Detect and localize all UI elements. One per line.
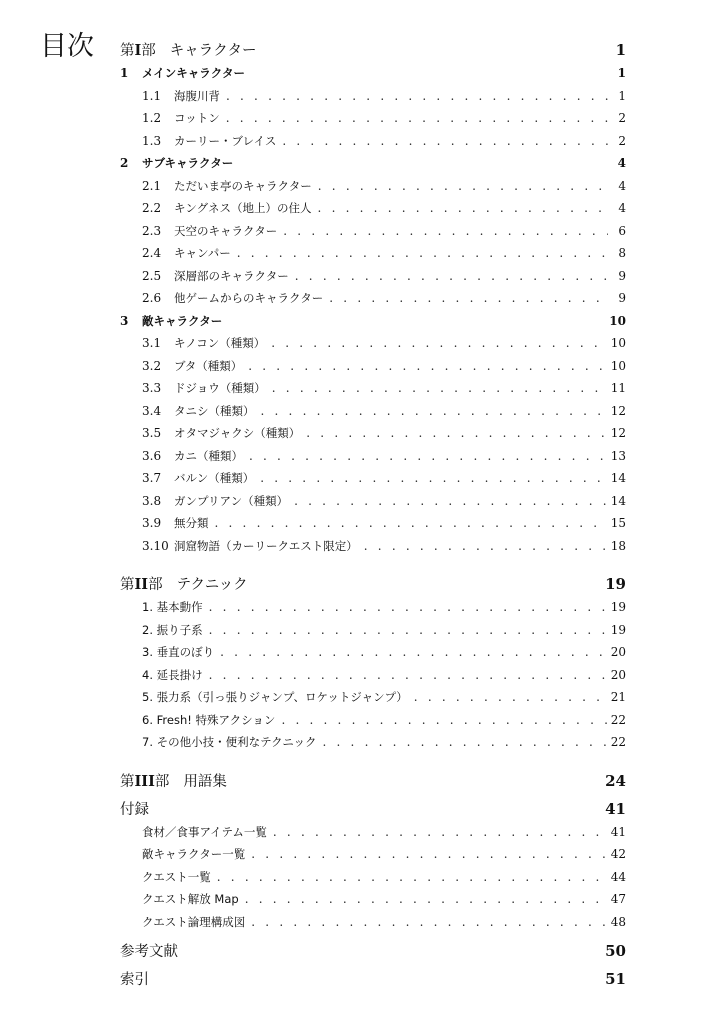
- page-number: 9: [618, 291, 626, 305]
- page-number: 6: [618, 223, 626, 238]
- section-title: 無分類: [174, 516, 209, 530]
- section-title: ドジョウ（種類）: [174, 381, 266, 395]
- item-title: 6. Fresh! 特殊アクション: [142, 712, 276, 727]
- section-number: 3.7: [142, 471, 162, 485]
- section-number: 3.9: [142, 516, 162, 530]
- leader-dots: [215, 516, 607, 530]
- section-number: 2.1: [142, 178, 162, 193]
- section-entry[interactable]: [120, 493, 626, 516]
- leader-dots: [283, 224, 608, 238]
- section-entry[interactable]: [120, 200, 626, 223]
- section-entry[interactable]: [120, 403, 626, 426]
- chapter-entry[interactable]: [120, 65, 626, 88]
- part-label: 第I部: [120, 42, 156, 59]
- item-title: 7. その他小技・便利なテクニック: [142, 735, 317, 749]
- leader-dots: [295, 269, 608, 283]
- page-number: 14: [610, 493, 626, 508]
- section-entry[interactable]: [120, 425, 626, 448]
- section-entry[interactable]: [120, 245, 626, 268]
- item-entry[interactable]: [120, 869, 626, 892]
- part-label: 第III部: [120, 772, 170, 790]
- page-number: 4: [618, 178, 626, 193]
- section-title: 海腹川背: [174, 88, 220, 103]
- leader-dots: [318, 201, 608, 215]
- section-entry[interactable]: [120, 358, 626, 381]
- section-title: ただいま亭のキャラクター: [174, 178, 312, 193]
- page-number: 44: [610, 869, 626, 884]
- page-number: 48: [610, 914, 626, 929]
- item-entry[interactable]: [120, 824, 626, 847]
- page-number: 10: [609, 313, 626, 328]
- page-number: 10: [610, 336, 626, 350]
- section-title: カーリー・ブレイス: [174, 133, 277, 148]
- page-number: 4: [617, 156, 626, 170]
- section-entry[interactable]: [120, 380, 626, 403]
- chapter-number: 1: [120, 66, 129, 80]
- section-entry[interactable]: [120, 448, 626, 471]
- section-number: 3.10: [142, 538, 169, 553]
- part-title: 用語集: [183, 773, 227, 790]
- section-title: キングネス（地上）の住人: [174, 201, 312, 215]
- chapter-title: メインキャラクター: [142, 66, 246, 80]
- leader-dots: [272, 381, 607, 395]
- section-number: 1.2: [142, 111, 162, 125]
- section-entry[interactable]: [120, 515, 626, 538]
- page-number: 21: [610, 690, 626, 704]
- page-number: 10: [610, 358, 626, 373]
- section-number: 3.5: [142, 426, 162, 440]
- item-entry[interactable]: [120, 622, 626, 645]
- page-number: 11: [610, 381, 626, 395]
- leader-dots: [318, 179, 608, 193]
- page-number: 24: [605, 771, 626, 790]
- section-title: 深層部のキャラクター: [174, 268, 289, 283]
- item-title: 食材／食事アイテム一覧: [142, 824, 267, 839]
- section-title: キャンパー: [174, 246, 231, 260]
- section-number: 3.3: [142, 381, 162, 395]
- section-entry[interactable]: [120, 538, 626, 561]
- leader-dots: [251, 847, 606, 861]
- chapter-number: 3: [120, 313, 129, 328]
- section-number: 2.6: [142, 291, 162, 305]
- leader-dots: [282, 134, 608, 148]
- appendix-title: 付録: [120, 801, 149, 818]
- item-entry[interactable]: [120, 599, 626, 622]
- item-entry[interactable]: [120, 644, 626, 667]
- section-number: 3.2: [142, 358, 162, 373]
- leader-dots: [294, 494, 607, 508]
- item-entry[interactable]: [120, 667, 626, 690]
- section-entry[interactable]: [120, 268, 626, 291]
- appendix-entry[interactable]: [120, 798, 626, 824]
- item-title: 3. 垂直のぼり: [142, 645, 215, 659]
- page-number: 4: [618, 201, 626, 215]
- page-number: 14: [610, 471, 626, 485]
- page-number: 12: [610, 403, 626, 418]
- part-2-entry[interactable]: [120, 573, 626, 599]
- section-title: キノコン（種類）: [174, 336, 266, 350]
- toc-heading: 目次: [40, 31, 94, 62]
- leader-dots: [306, 426, 606, 440]
- item-entry[interactable]: [120, 891, 626, 914]
- part-title: キャラクター: [169, 43, 257, 59]
- page-number: 41: [605, 799, 626, 818]
- chapter-number: 2: [120, 156, 129, 170]
- leader-dots: [226, 89, 608, 103]
- section-title: 他ゲームからのキャラクター: [174, 291, 324, 305]
- part-title: テクニック: [176, 577, 248, 593]
- page-number: 20: [610, 645, 626, 659]
- page-number: 41: [610, 824, 626, 839]
- chapter-entry[interactable]: [120, 155, 626, 178]
- leader-dots: [251, 915, 606, 929]
- item-entry[interactable]: [120, 846, 626, 869]
- part-1-entry[interactable]: [120, 39, 626, 65]
- leader-dots: [220, 645, 607, 659]
- page-number: 22: [610, 712, 626, 727]
- section-title: オタマジャクシ（種類）: [174, 426, 301, 440]
- leader-dots: [249, 449, 607, 463]
- page-number: 20: [610, 667, 626, 682]
- item-entry[interactable]: [120, 734, 626, 757]
- section-title: タニシ（種類）: [174, 403, 255, 418]
- page-number: 2: [618, 133, 626, 148]
- section-number: 2.2: [142, 201, 162, 215]
- chapter-entry[interactable]: [120, 313, 626, 336]
- page-number: 1: [615, 41, 626, 59]
- section-entry[interactable]: [120, 88, 626, 111]
- section-number: 1.1: [142, 88, 162, 103]
- section-entry[interactable]: [120, 290, 626, 313]
- page-number: 12: [610, 426, 626, 440]
- section-number: 3.4: [142, 403, 162, 418]
- page-number: 1: [617, 66, 626, 80]
- leader-dots: [245, 892, 607, 906]
- section-title: バルン（種類）: [174, 471, 255, 485]
- section-entry[interactable]: [120, 178, 626, 201]
- section-entry[interactable]: [120, 133, 626, 156]
- page-number: 47: [610, 892, 626, 906]
- leader-dots: [273, 825, 607, 839]
- item-title: 敵キャラクター一覧: [142, 847, 246, 861]
- page-number: 19: [610, 600, 626, 614]
- index-entry[interactable]: [120, 968, 626, 994]
- page-number: 19: [610, 622, 626, 637]
- section-number: 3.6: [142, 448, 162, 463]
- leader-dots: [260, 471, 607, 485]
- section-number: 3.1: [142, 336, 162, 350]
- leader-dots: [329, 291, 608, 305]
- section-number: 2.4: [142, 246, 162, 260]
- item-title: 4. 延長掛け: [142, 667, 203, 682]
- section-number: 2.5: [142, 268, 162, 283]
- page-number: 8: [618, 246, 626, 260]
- section-entry[interactable]: [120, 335, 626, 358]
- section-title: ガンプリアン（種類）: [174, 493, 289, 508]
- section-number: 3.8: [142, 493, 162, 508]
- item-entry[interactable]: [120, 712, 626, 735]
- page-number: 9: [618, 268, 626, 283]
- section-title: 天空のキャラクター: [174, 223, 278, 238]
- leader-dots: [271, 336, 607, 350]
- page-number: 22: [610, 735, 626, 749]
- page-number: 19: [605, 575, 626, 593]
- item-title: 1. 基本動作: [142, 600, 203, 614]
- section-number: 2.3: [142, 223, 162, 238]
- part-label: 第II部: [120, 576, 163, 593]
- page-number: 18: [610, 538, 626, 553]
- references-title: 参考文献: [120, 944, 178, 960]
- leader-dots: [209, 668, 607, 682]
- leader-dots: [237, 246, 608, 260]
- leader-dots: [226, 111, 608, 125]
- leader-dots: [209, 623, 607, 637]
- page-number: 15: [610, 516, 626, 530]
- leader-dots: [217, 870, 607, 884]
- section-title: カニ（種類）: [174, 448, 243, 463]
- page-number: 1: [618, 88, 626, 103]
- chapter-title: サブキャラクター: [142, 156, 234, 170]
- section-entry[interactable]: [120, 110, 626, 133]
- section-number: 1.3: [142, 133, 162, 148]
- item-title: 2. 振り子系: [142, 622, 203, 637]
- section-title: 洞窟物語（カーリークエスト限定）: [174, 538, 358, 553]
- page-number: 2: [618, 111, 626, 125]
- leader-dots: [248, 359, 607, 373]
- leader-dots: [414, 690, 607, 704]
- section-entry[interactable]: [120, 470, 626, 493]
- leader-dots: [364, 539, 607, 553]
- part-3-entry[interactable]: [120, 770, 626, 796]
- index-title: 索引: [120, 972, 149, 988]
- page-number: 13: [610, 448, 626, 463]
- item-entry[interactable]: [120, 689, 626, 712]
- section-title: ブタ（種類）: [174, 358, 243, 373]
- item-title: クエスト解放 Map: [142, 892, 239, 906]
- item-title: クエスト論理構成図: [142, 914, 246, 929]
- references-entry[interactable]: [120, 940, 626, 966]
- table-of-contents: [120, 39, 626, 994]
- leader-dots: [261, 404, 607, 418]
- section-entry[interactable]: [120, 223, 626, 246]
- chapter-title: 敵キャラクター: [142, 313, 223, 328]
- item-entry[interactable]: [120, 914, 626, 937]
- page-number: 51: [605, 970, 626, 988]
- page-number: 42: [610, 847, 626, 861]
- item-title: 5. 張力系（引っ張りジャンプ、ロケットジャンプ）: [142, 690, 408, 704]
- item-title: クエスト一覧: [142, 869, 211, 884]
- section-title: コットン: [174, 111, 220, 125]
- leader-dots: [209, 600, 607, 614]
- leader-dots: [322, 735, 606, 749]
- page-number: 50: [605, 942, 626, 960]
- leader-dots: [281, 713, 606, 727]
